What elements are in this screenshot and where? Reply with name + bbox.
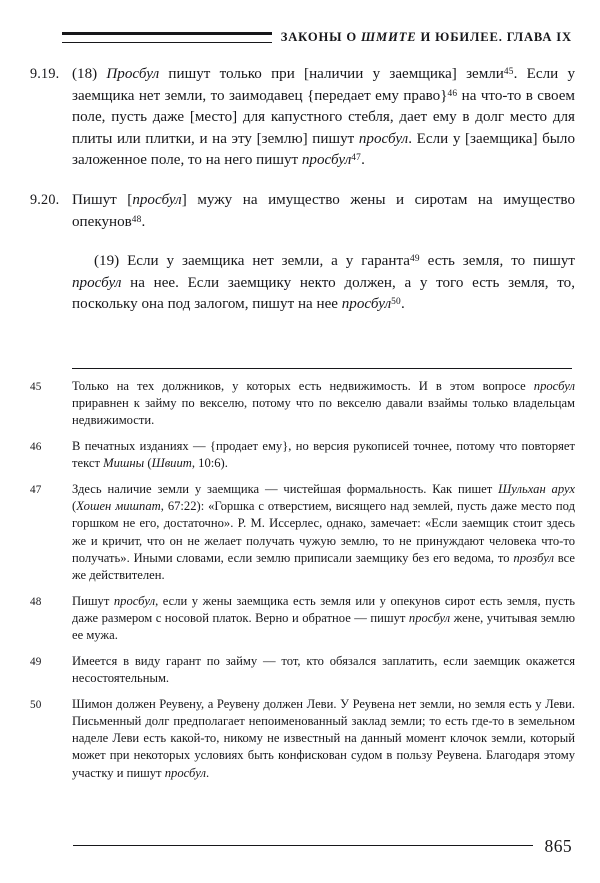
text-run: . Если у заемщика нет земли, то заимодавец {передает ему право}: [72, 66, 575, 104]
footnote-number: 49: [30, 655, 42, 668]
emphasis-text: просбул: [341, 296, 392, 313]
footnote-list: [30, 378, 575, 790]
running-header: [30, 26, 572, 48]
text-run: , если у жены заемщика есть земля или у опекунов сирот есть земля, пусть даже размером с носовой платок. Верно и обратное — пишут: [72, 593, 575, 625]
text-run: Шимон должен Реувену, а Реувену должен Леви. У Реувена нет земли, но земля есть у Леви. Письменный долг предполагает непоименованный заклад земли; то есть где-то в земельном наделе Леви есть какой-то, никому не известный на данный момент клочок земли, который может при некоторых условиях быть конфискован судом в пользу Реувена. Благодаря этому участку и пишут: [72, 696, 575, 780]
footnote-item: [30, 696, 575, 782]
footnote-item: [30, 378, 575, 430]
footnote-number: 46: [30, 441, 42, 454]
text-run: Имеется в виду гарант по займу — тот, кто обязался заплатить, если заемщик окажется несостоятельным.: [72, 653, 575, 686]
footnote-reference: 50: [391, 297, 401, 308]
header-double-rule: [62, 32, 272, 43]
paragraph-text: [72, 190, 575, 233]
paragraph-text: [72, 64, 575, 172]
footnote-number: 47: [30, 484, 42, 497]
footnote-text: [72, 653, 575, 687]
emphasis-text: просбул: [132, 191, 182, 208]
body-paragraph: [30, 64, 575, 172]
footnote-number: 48: [30, 595, 42, 608]
page-number: 865: [544, 835, 572, 856]
body-text: [30, 64, 575, 334]
emphasis-text: просбул: [301, 152, 352, 169]
paragraph-text: [72, 251, 575, 316]
text-run: жене, учитывая землю ее мужа.: [72, 610, 575, 643]
emphasis-text: просбул: [72, 274, 122, 291]
header-title-italic: ШМИТЕ: [361, 29, 417, 44]
text-run: есть земля, то пишут: [419, 253, 575, 270]
paragraph-number: 9.20.: [30, 191, 60, 208]
emphasis-text: Шульхан арух: [498, 482, 575, 497]
emphasis-text: Хошен мишпат: [76, 499, 161, 514]
footnote-reference: 47: [351, 153, 362, 164]
footnote-text: [72, 481, 575, 584]
emphasis-text: просбул: [164, 765, 206, 780]
footnote-reference: 45: [503, 67, 514, 78]
footnote-reference: 46: [447, 88, 458, 99]
text-run: все же действителен.: [72, 550, 576, 583]
text-run: Пишут: [72, 593, 114, 608]
footnote-number: 50: [30, 698, 42, 711]
footnote-item: [30, 653, 575, 687]
paragraph-number: 9.19.: [30, 66, 60, 82]
text-run: Здесь наличие земли у заемщика — чистейшая формальность. Как пишет: [72, 482, 499, 497]
footnote-text: [72, 438, 575, 472]
emphasis-text: просбул: [113, 593, 156, 608]
text-run: Только на тех должников, у которых есть недвижимость. И в этом вопросе: [72, 379, 534, 393]
text-run: В печатных изданиях — {продает ему}, но версия рукописей точнее, потому что повторяет текст: [72, 439, 575, 471]
footnote-text: [72, 696, 575, 782]
footnote-text: [72, 593, 575, 645]
footnote-separator-rule: [72, 368, 572, 369]
footnote-item: [30, 481, 575, 584]
footnote-reference: 48: [131, 214, 142, 225]
text-run: .: [400, 296, 405, 313]
header-title-post: И ЮБИЛЕЕ. ГЛАВА IX: [416, 29, 572, 44]
text-run: приравнен к займу по векселю, потому что по векселю давали взаймы только владельцам недвижимости.: [72, 396, 575, 428]
text-run: на что-то в своем поле, пусть даже [место] для капустного стебля, дает ему в долг место для плиты или плитки, и на эту [землю] пишут: [72, 87, 575, 147]
text-run: (: [144, 456, 152, 471]
text-run: . Если у [заемщика] было заложенное поле, то на него пишут: [72, 130, 575, 169]
emphasis-text: просбул: [533, 379, 575, 393]
text-run: (: [72, 499, 77, 514]
footnote-reference: 49: [409, 254, 420, 265]
body-paragraph: [30, 251, 575, 316]
footnote-number: 45: [30, 381, 42, 393]
emphasis-text: Мишны: [103, 456, 145, 471]
page-footer: [30, 833, 572, 859]
text-run: на нее. Если заемщику некто должен, а у того есть земля, то, поскольку она под залогом, пишут на нее: [72, 274, 575, 313]
text-run: Пишут [: [72, 191, 133, 208]
emphasis-text: Швиит: [151, 456, 192, 471]
emphasis-text: прозбул: [513, 550, 554, 565]
emphasis-text: просбул: [408, 610, 451, 625]
text-run: .: [361, 152, 365, 169]
emphasis-text: просбул: [358, 130, 409, 147]
text-run: .: [205, 765, 210, 780]
footnote-item: [30, 593, 575, 645]
text-run: , 10:6).: [191, 456, 228, 471]
footnote-item: [30, 438, 575, 472]
footer-rule: [73, 845, 533, 846]
body-paragraph: [30, 190, 575, 233]
text-run: ] мужу на имущество жены и сиротам на имущество опекунов: [72, 191, 575, 230]
header-title-pre: ЗАКОНЫ О: [280, 29, 361, 44]
text-run: (19) Если у заемщика нет земли, а у гаранта: [94, 253, 410, 270]
footnote-text: [72, 378, 575, 430]
text-run: , 67:22): «Горшка с отверстием, висящего над землей, пусть даже место под горшком не его, достаточно». Р. М. Иссерлес, однако, замечает: «Если заемщик стоит здесь же и кричит, что он не желает получать чужую землю, то не принуждают человека что-то получать». Иными словами, если землю приписали заемщику без его ведома, то: [72, 499, 575, 565]
emphasis-text: Просбул: [106, 66, 160, 82]
text-run: (18): [72, 66, 107, 82]
header-title: [281, 30, 572, 45]
text-run: пишут только при [наличии у заемщика] земли: [159, 66, 504, 82]
text-run: .: [141, 213, 146, 230]
